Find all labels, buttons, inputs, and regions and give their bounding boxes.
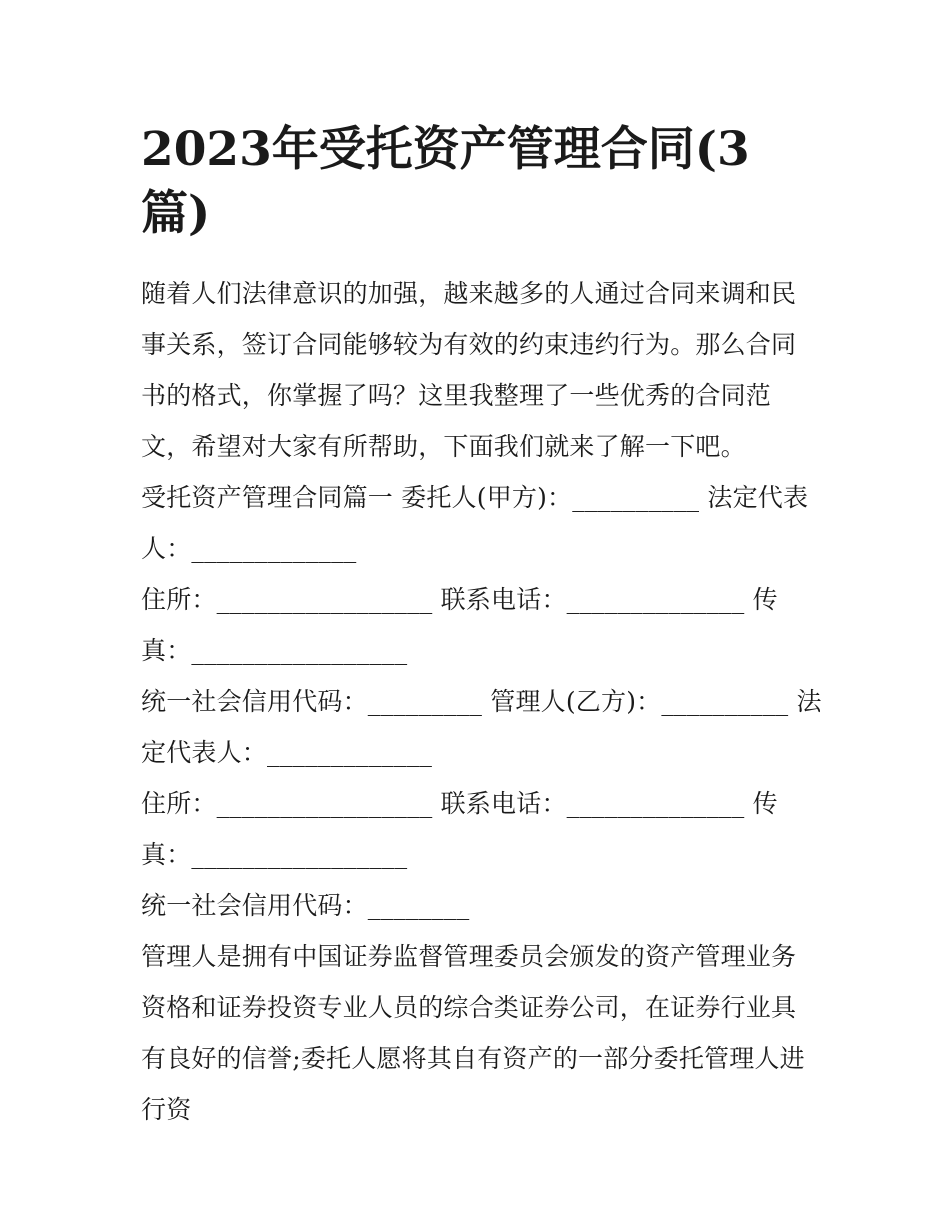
document-page	[141, 118, 822, 1135]
party-b-line-2: 定代表人：_____________	[141, 738, 433, 767]
closing-paragraph: 管理人是拥有中国证券监督管理委员会颁发的资产管理业务资格和证券投资专业人员的综合类证券公司，在证券行业具有良好的信誉;委托人愿将其自有资产的一部分委托管理人进行资	[141, 942, 805, 1124]
document-title: 2023年受托资产管理合同(3篇)	[141, 122, 750, 241]
party-a-fax-line: 真：_________________	[141, 636, 408, 665]
party-a-address-line: 住所：_________________ 联系电话：______________ 传	[141, 585, 778, 614]
party-b-credit-code-line: 统一社会信用代码：________	[141, 891, 470, 920]
party-b-fax-line: 真：_________________	[141, 840, 408, 869]
party-b-line-1: 统一社会信用代码：_________ 管理人(乙方)：__________ 法	[141, 687, 822, 716]
party-b-address-line: 住所：_________________ 联系电话：______________ 传	[141, 789, 778, 818]
party-a-line-1: 受托资产管理合同篇一 委托人(甲方)：__________ 法定代表	[141, 483, 809, 512]
intro-paragraph: 随着人们法律意识的加强，越来越多的人通过合同来调和民事关系，签订合同能够较为有效的约束违约行为。那么合同书的格式，你掌握了吗？这里我整理了一些优秀的合同范文，希望对大家有所帮助，下面我们就来了解一下吧。	[141, 279, 797, 461]
party-a-line-2: 人：_____________	[141, 534, 357, 563]
